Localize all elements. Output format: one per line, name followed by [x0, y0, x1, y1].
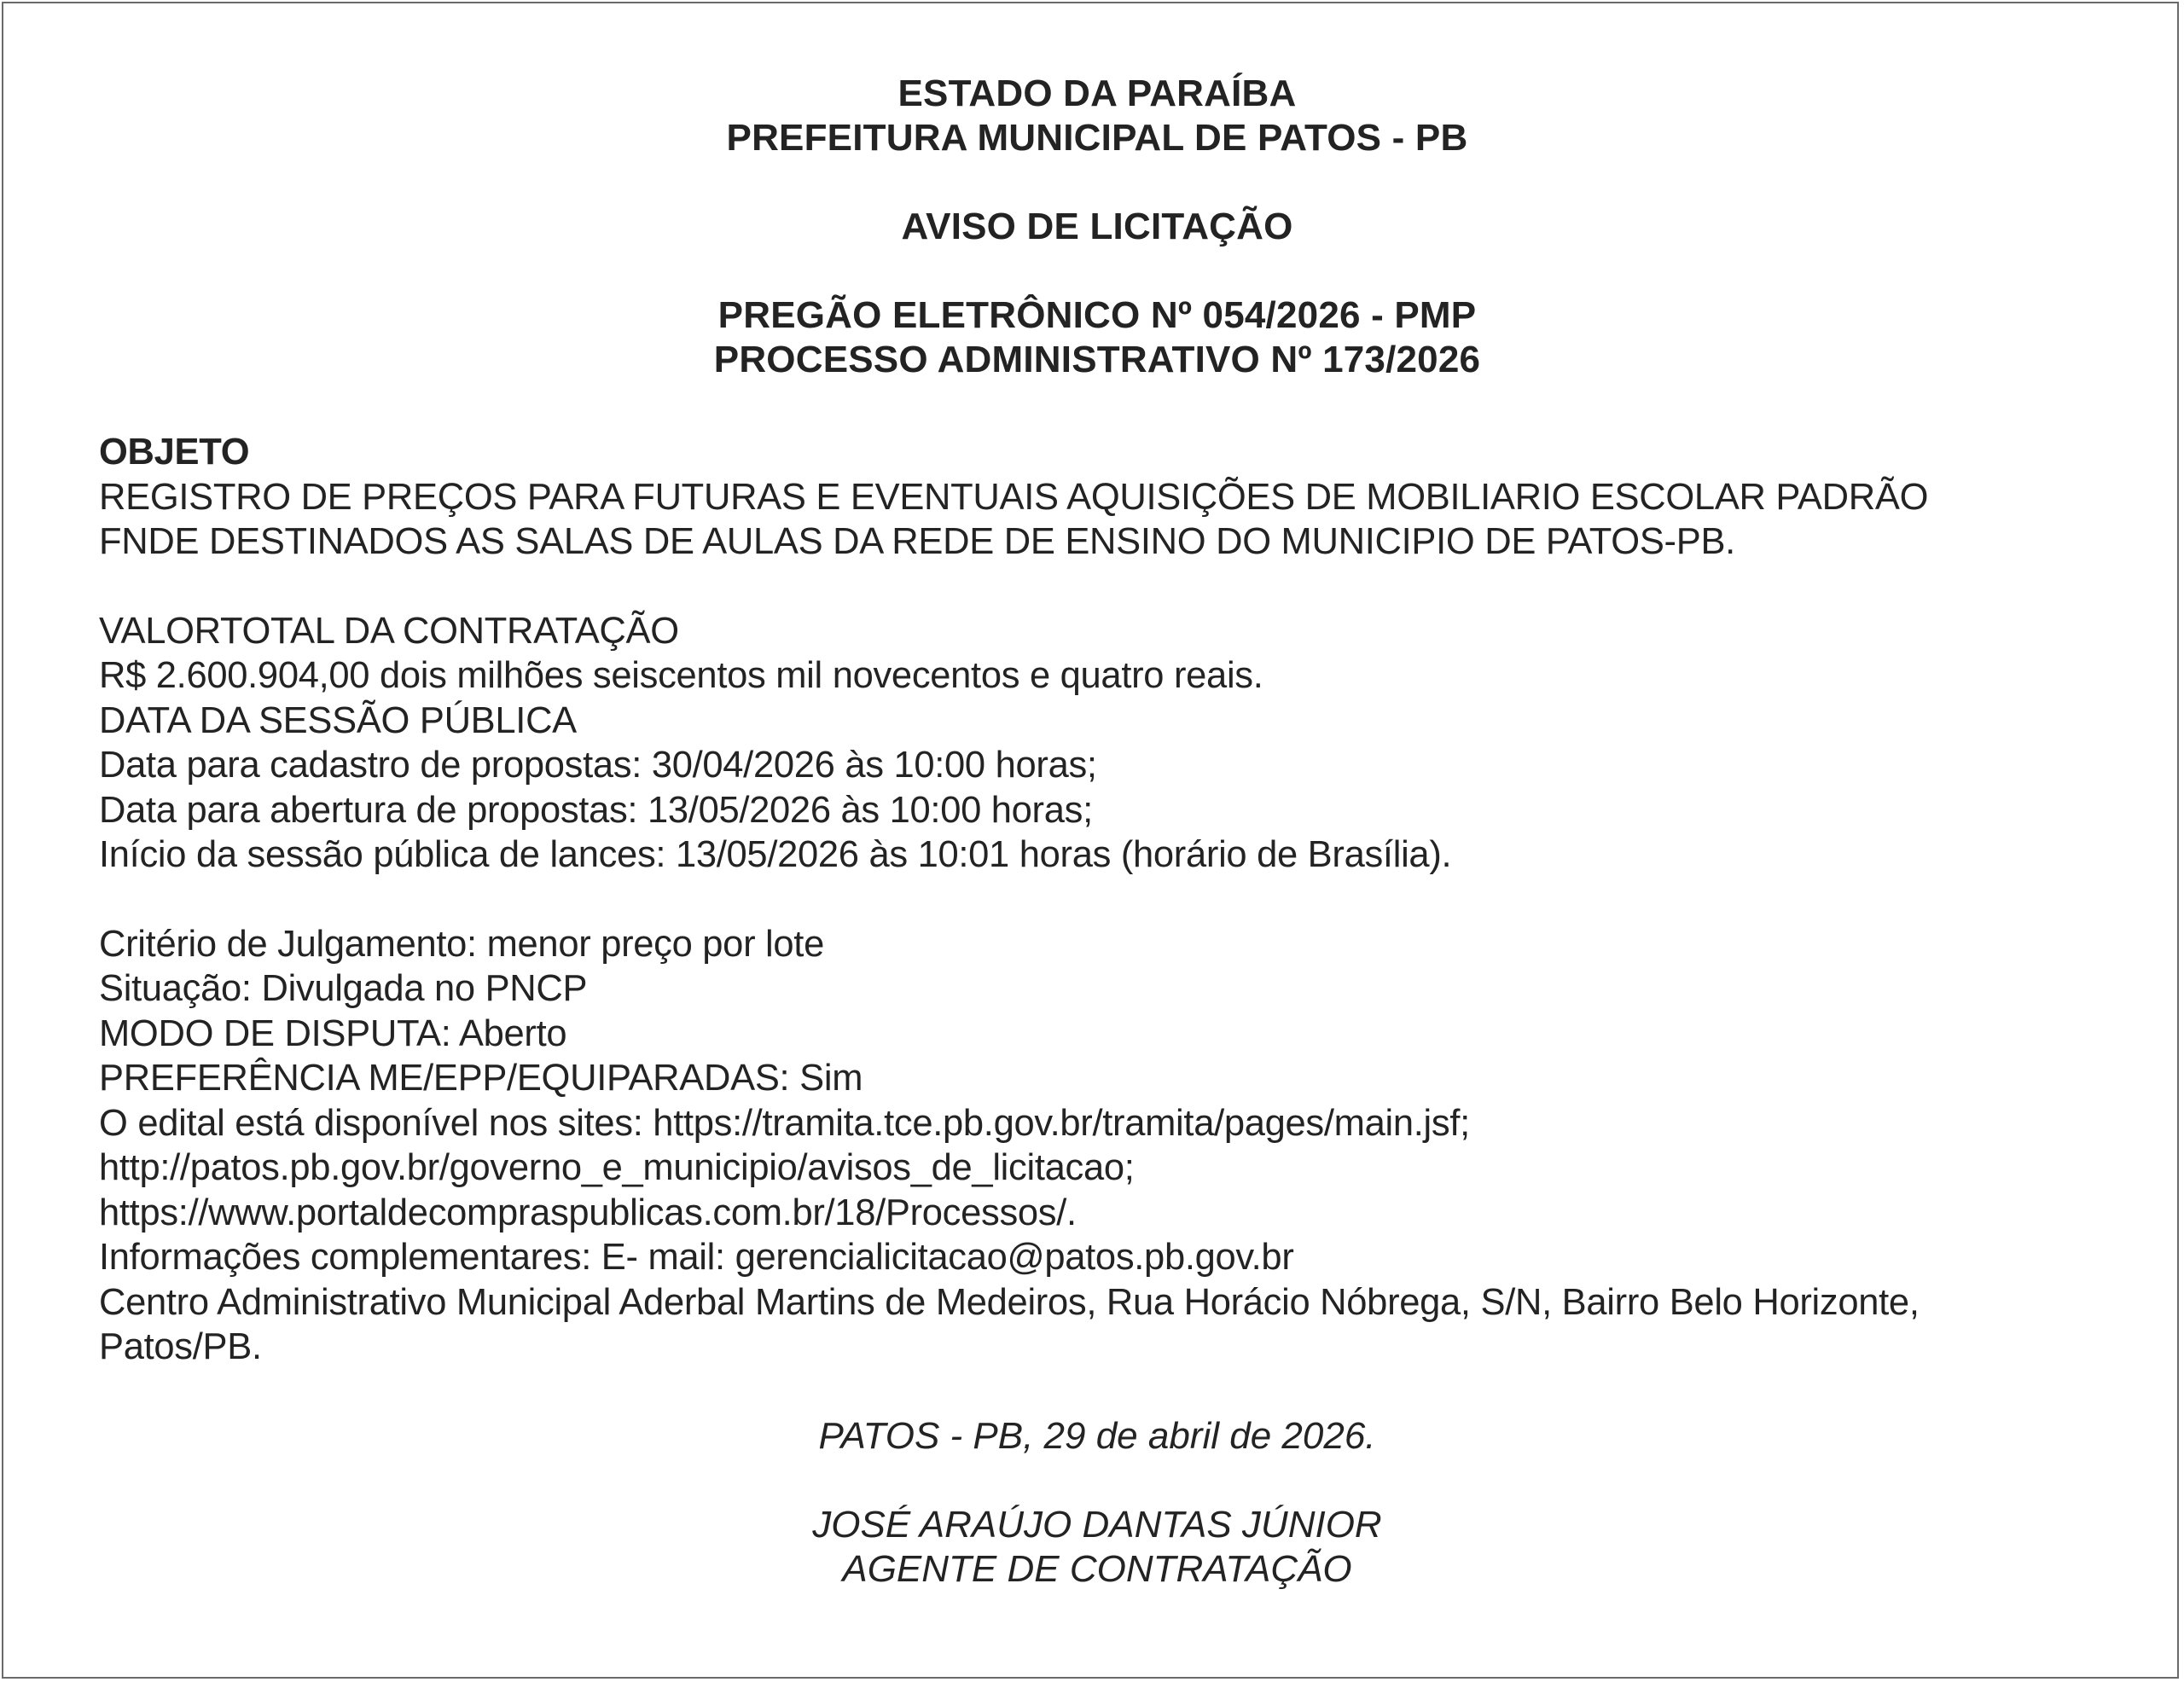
edital-site-2: http://patos.pb.gov.br/governo_e_municipio/avisos_de_licitacao; — [99, 1147, 1135, 1188]
objeto-section — [99, 430, 2095, 565]
sessao-cadastro: Data para cadastro de propostas: 30/04/2026 às 10:00 horas; — [99, 745, 1097, 786]
signer-name: JOSÉ ARAÚJO DANTAS JÚNIOR — [812, 1503, 1382, 1546]
valor-label: VALORTOTAL DA CONTRATAÇÃO — [99, 610, 679, 652]
notice-content — [99, 72, 2095, 1592]
place-date: PATOS - PB, 29 de abril de 2026. — [818, 1414, 1376, 1457]
notice-title: AVISO DE LICITAÇÃO — [901, 206, 1293, 247]
details-section — [99, 922, 2095, 1370]
sessao-inicio: Início da sessão pública de lances: 13/05/2026 às 10:01 horas (horário de Brasília). — [99, 834, 1452, 875]
notice-header — [99, 72, 2095, 160]
state-title: ESTADO DA PARAÍBA — [897, 72, 1297, 114]
objeto-line-1: REGISTRO DE PREÇOS PARA FUTURAS E EVENTUAIS AQUISIÇÕES DE MOBILIARIO ESCOLAR PADRÃO — [99, 476, 1929, 518]
edital-sites: O edital está disponível nos sites: https://tramita.tce.pb.gov.br/tramita/pages/main.jsf; — [99, 1102, 1470, 1144]
sessao-label: DATA DA SESSÃO PÚBLICA — [99, 699, 577, 741]
prefecture-title: PREFEITURA MUNICIPAL DE PATOS - PB — [726, 117, 1468, 159]
pregao-number: PREGÃO ELETRÔNICO Nº 054/2026 - PMP — [717, 294, 1477, 336]
criterio-julgamento: Critério de Julgamento: menor preço por lote — [99, 923, 824, 965]
valor-value: R$ 2.600.904,00 dois milhões seiscentos mil novecentos e quatro reais. — [99, 655, 1263, 696]
preferencia: PREFERÊNCIA ME/EPP/EQUIPARADAS: Sim — [99, 1058, 863, 1099]
objeto-line-2: FNDE DESTINADOS AS SALAS DE AULAS DA REDE DE ENSINO DO MUNICIPIO DE PATOS-PB. — [99, 521, 1735, 562]
sessao-abertura: Data para abertura de propostas: 13/05/2026 às 10:00 horas; — [99, 789, 1093, 831]
procurement-ids — [99, 293, 2095, 382]
objeto-label: OBJETO — [99, 432, 250, 473]
address-line-1: Centro Administrativo Municipal Aderbal Martins de Medeiros, Rua Horácio Nóbrega, S/N, Bairro Belo Horizonte, — [99, 1281, 1920, 1323]
info-email: Informações complementares: E- mail: gerencialicitacao@patos.pb.gov.br — [99, 1237, 1294, 1278]
processo-number: PROCESSO ADMINISTRATIVO Nº 173/2026 — [713, 339, 1481, 380]
signature-block — [99, 1503, 2095, 1592]
situacao: Situação: Divulgada no PNCP — [99, 968, 588, 1009]
edital-site-3: https://www.portaldecompraspublicas.com.br/18/Processos/. — [99, 1192, 1077, 1233]
address-line-2: Patos/PB. — [99, 1326, 262, 1367]
valor-sessao-section — [99, 609, 2095, 878]
modo-disputa: MODO DE DISPUTA: Aberto — [99, 1012, 567, 1054]
signer-role: AGENTE DE CONTRATAÇÃO — [842, 1547, 1352, 1590]
